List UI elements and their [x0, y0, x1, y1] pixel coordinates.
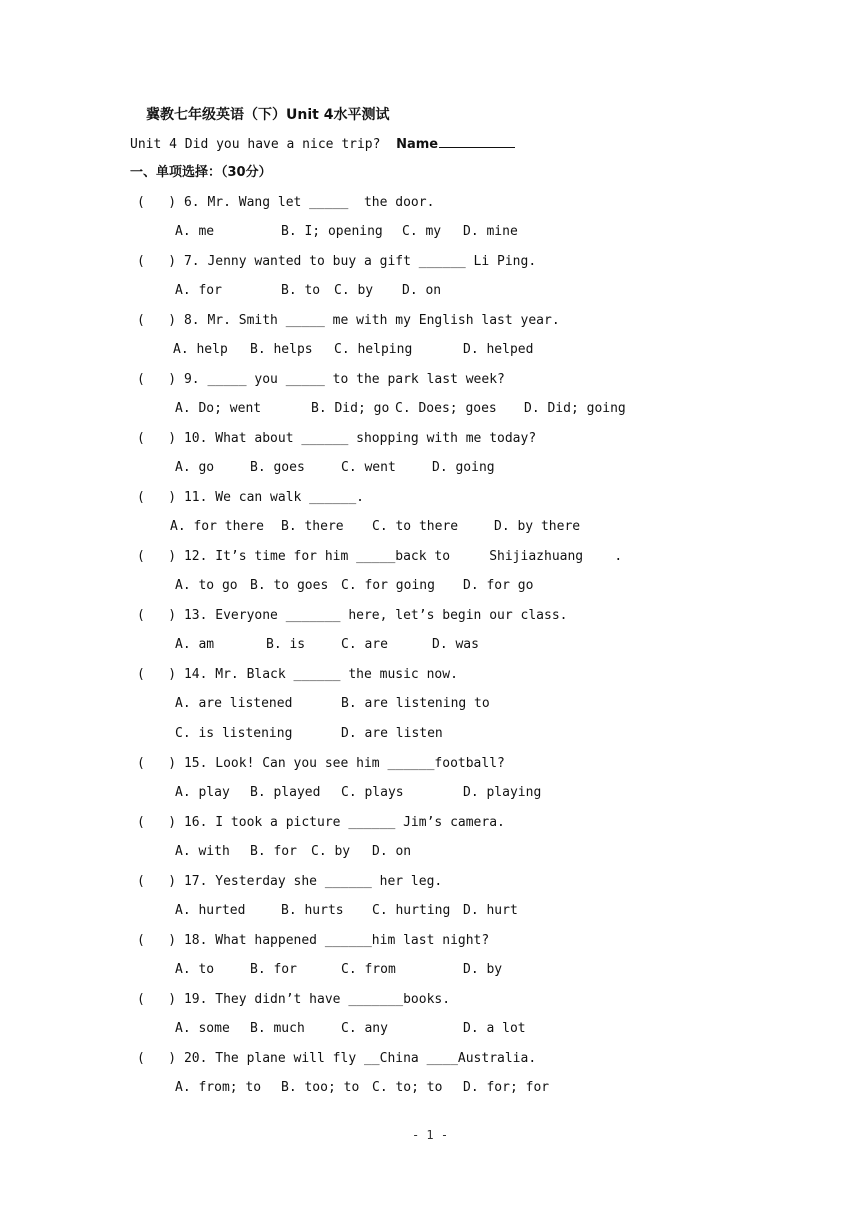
- option-b: B. helps: [250, 342, 313, 357]
- question-stem: ( ) 11. We can walk ______.: [137, 490, 364, 505]
- option-b: B. hurts: [281, 903, 344, 918]
- option-d: D. hurt: [463, 903, 518, 918]
- option-c: C. plays: [341, 785, 404, 800]
- option-b: B. is: [266, 637, 306, 652]
- option-a: A. go: [175, 460, 215, 475]
- option-c: C. Does; goes: [395, 401, 497, 416]
- option-d: D. for; for: [463, 1080, 550, 1095]
- option-d: D. playing: [463, 785, 542, 800]
- question-stem: ( ) 8. Mr. Smith _____ me with my English last year.: [137, 313, 560, 328]
- option-d: D. by: [463, 962, 503, 977]
- option-a: A. Do; went: [175, 401, 262, 416]
- option-b: B. to goes: [250, 578, 329, 593]
- option-d: D. for go: [463, 578, 534, 593]
- question-stem: ( ) 16. I took a picture ______ Jim’s camera.: [137, 815, 505, 830]
- option-b: B. goes: [250, 460, 305, 475]
- question-stem: ( ) 10. What about ______ shopping with me today?: [137, 431, 537, 446]
- option-b: B. much: [250, 1021, 305, 1036]
- option-c: C. are: [341, 637, 388, 652]
- option-b: B. too; to: [281, 1080, 360, 1095]
- option-c: C. is listening: [175, 726, 293, 741]
- option-a: A. for there: [170, 519, 264, 534]
- option-d: D. on: [402, 283, 442, 298]
- question-stem: ( ) 15. Look! Can you see him ______football?: [137, 756, 505, 771]
- option-a: A. help: [173, 342, 228, 357]
- name-label: Name: [396, 137, 439, 152]
- option-a: A. am: [175, 637, 215, 652]
- option-c: C. for going: [341, 578, 435, 593]
- option-a: A. hurted: [175, 903, 246, 918]
- option-d: D. mine: [463, 224, 518, 239]
- question-stem: ( ) 18. What happened ______him last night?: [137, 933, 490, 948]
- question-stem: ( ) 6. Mr. Wang let _____ the door.: [137, 195, 435, 210]
- page-title: 冀教七年级英语（下）Unit 4水平测试: [146, 107, 390, 123]
- option-a: A. for: [175, 283, 222, 298]
- option-b: B. I; opening: [281, 224, 383, 239]
- question-stem: ( ) 20. The plane will fly __China ____Australia.: [137, 1051, 537, 1066]
- option-d: D. Did; going: [524, 401, 626, 416]
- unit-heading: Unit 4 Did you have a nice trip?: [130, 137, 381, 152]
- option-c: C. any: [341, 1021, 388, 1036]
- question-stem: ( ) 17. Yesterday she ______ her leg.: [137, 874, 443, 889]
- option-d: D. helped: [463, 342, 534, 357]
- option-b: B. Did; go: [311, 401, 390, 416]
- option-d: D. going: [432, 460, 495, 475]
- option-d: D. by there: [494, 519, 581, 534]
- question-stem: ( ) 13. Everyone _______ here, let’s begin our class.: [137, 608, 568, 623]
- option-a: A. from; to: [175, 1080, 262, 1095]
- name-blank: [439, 135, 515, 148]
- option-c: C. from: [341, 962, 396, 977]
- option-d: D. a lot: [463, 1021, 526, 1036]
- question-stem: ( ) 14. Mr. Black ______ the music now.: [137, 667, 458, 682]
- option-c: C. helping: [334, 342, 413, 357]
- option-d: D. was: [432, 637, 479, 652]
- option-a: A. with: [175, 844, 230, 859]
- option-d: D. are listen: [341, 726, 443, 741]
- option-a: A. play: [175, 785, 230, 800]
- option-b: B. for: [250, 962, 297, 977]
- subtitle-line: [130, 135, 515, 154]
- option-c: C. my: [402, 224, 442, 239]
- option-a: A. some: [175, 1021, 230, 1036]
- option-c: C. by: [311, 844, 351, 859]
- section-heading: 一、单项选择：（30分）: [130, 165, 272, 180]
- option-c: C. went: [341, 460, 396, 475]
- option-c: C. to there: [372, 519, 459, 534]
- option-c: C. to; to: [372, 1080, 443, 1095]
- question-stem: ( ) 12. It’s time for him _____back to Shijiazhuang .: [137, 549, 623, 564]
- option-a: A. to: [175, 962, 215, 977]
- option-c: C. by: [334, 283, 374, 298]
- option-c: C. hurting: [372, 903, 451, 918]
- option-b: B. there: [281, 519, 344, 534]
- question-stem: ( ) 19. They didn’t have _______books.: [137, 992, 451, 1007]
- option-a: A. are listened: [175, 696, 293, 711]
- option-a: A. me: [175, 224, 215, 239]
- page-number: - 1 -: [411, 1128, 449, 1142]
- option-b: B. for: [250, 844, 297, 859]
- question-stem: ( ) 9. _____ you _____ to the park last week?: [137, 372, 505, 387]
- option-b: B. played: [250, 785, 321, 800]
- question-stem: ( ) 7. Jenny wanted to buy a gift ______ Li Ping.: [137, 254, 537, 269]
- option-a: A. to go: [175, 578, 238, 593]
- option-b: B. to: [281, 283, 321, 298]
- option-b: B. are listening to: [341, 696, 490, 711]
- option-d: D. on: [372, 844, 412, 859]
